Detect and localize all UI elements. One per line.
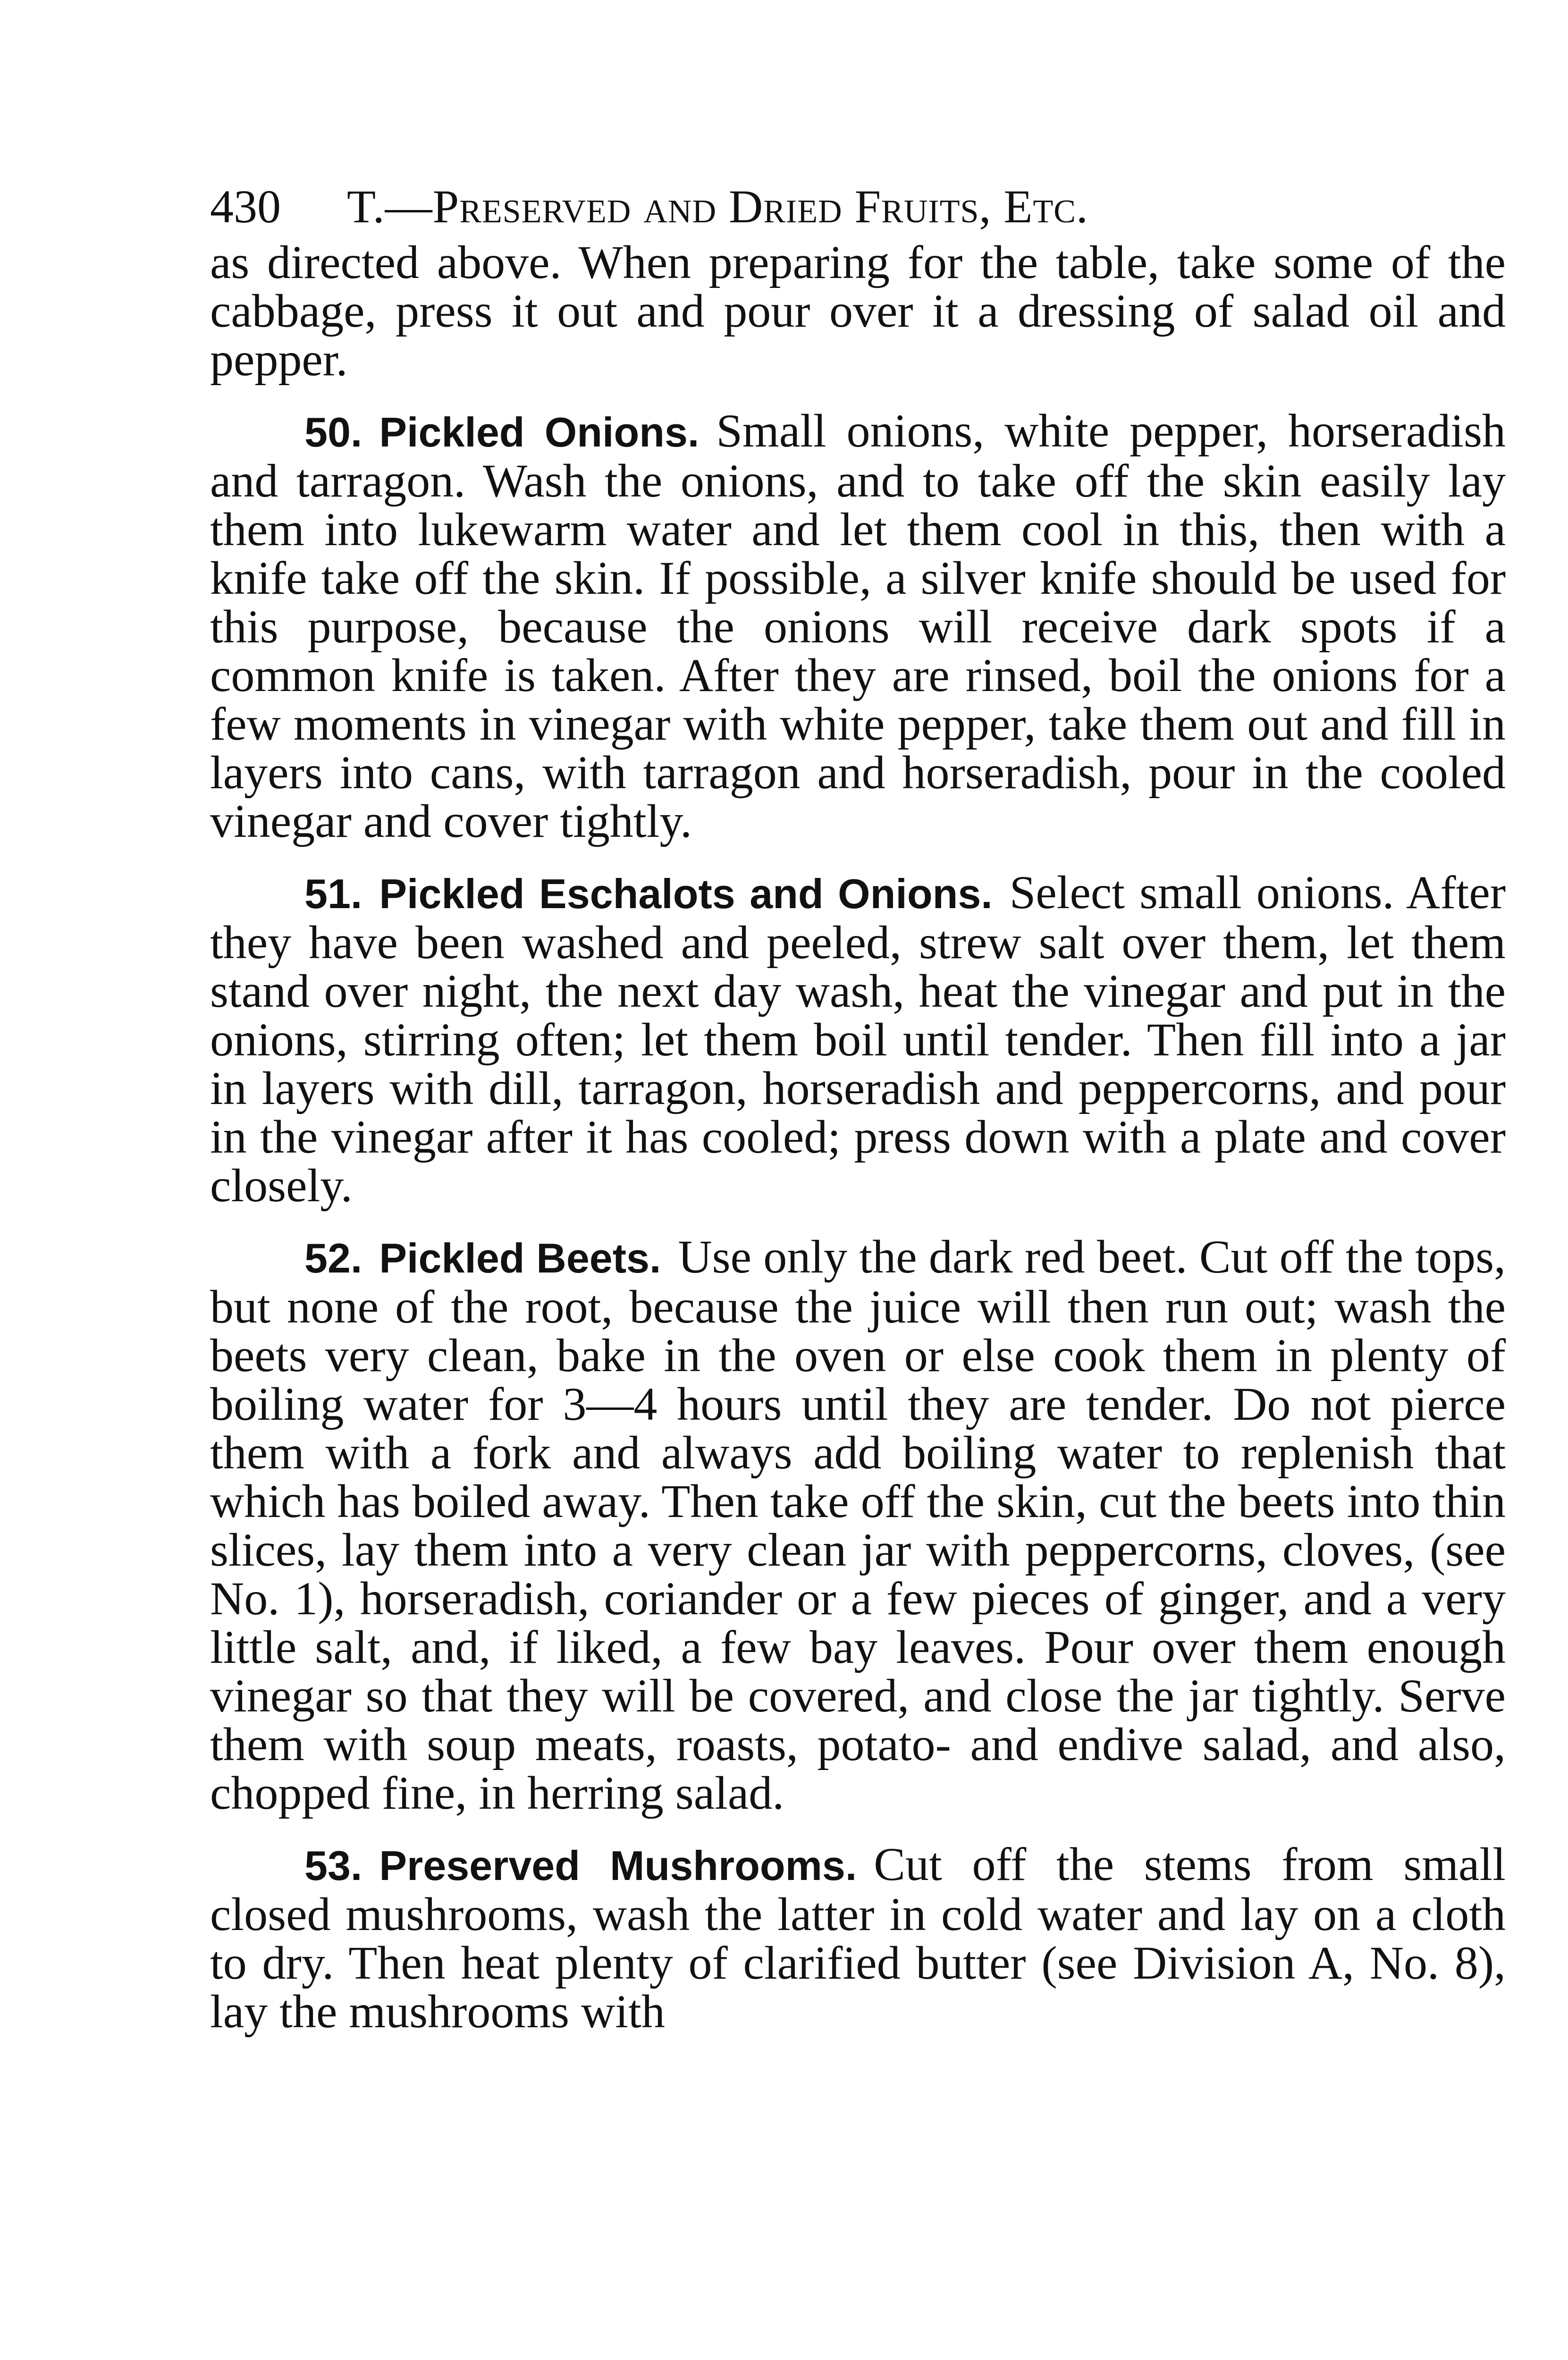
- recipe-52: [210, 1232, 1506, 1817]
- recipe-number: 53.: [304, 1842, 362, 1889]
- recipe-number: 52.: [304, 1235, 362, 1281]
- running-head: [210, 178, 1506, 235]
- recipe-body: Small onions, white pepper, horseradish and tarragon. Wash the onions, and to take off the skin easily lay them into lukewarm water and let them cool in this, then with a knife take off the skin. If possible, a silver knife should be used for this purpose, because the onions will receive dark spots if a common knife is taken. After they are rinsed, boil the onions for a few moments in vinegar with white pepper, take them out and fill in layers into cans, with tarragon and horseradish, pour in the cooled vinegar and cover tightly.: [210, 405, 1506, 847]
- page-text: [210, 178, 1506, 2036]
- running-title: T.—Preserved and Dried Fruits, Etc.: [347, 180, 1088, 233]
- continued-paragraph: as directed above. When preparing for the table, take some of the cabbage, press it out and pour over it a dressing of salad oil and pepper.: [210, 236, 1506, 386]
- recipe-body: Use only the dark red beet. Cut off the tops, but none of the root, because the juice will then run out; wash the beets very clean, bake in the oven or else cook them in plenty of boiling water for 3—4 hours until they are tender. Do not pierce them with a fork and always add boiling water to replenish that which has boiled away. Then take off the skin, cut the beets into thin slices, lay them into a very clean jar with peppercorns, cloves, (see No. 1), horseradish, coriander or a few pieces of ginger, and a very little salt, and, if liked, a few bay leaves. Pour over them enough vinegar so that they will be covered, and close the jar tightly. Serve them with soup meats, roasts, potato- and endive salad, and also, chopped fine, in herring salad.: [210, 1231, 1506, 1819]
- recipe-title: Pickled Eschalots and Onions.: [379, 870, 993, 917]
- recipe-title: Pickled Beets.: [379, 1235, 661, 1281]
- recipe-number: 51.: [304, 870, 362, 917]
- recipe-number: 50.: [304, 409, 362, 455]
- recipe-title: Preserved Mushrooms.: [379, 1842, 857, 1889]
- page-number: 430: [210, 180, 281, 233]
- recipe-51: [210, 868, 1506, 1210]
- recipe-50: [210, 406, 1506, 845]
- recipe-body: Cut off the stems from small closed mushrooms, wash the latter in cold water and lay on a cloth to dry. Then heat plenty of clarified butter (see Division A, No. 8), lay the mushrooms with: [210, 1838, 1506, 2038]
- recipe-53: [210, 1840, 1506, 2036]
- recipe-body: Select small onions. After they have been washed and peeled, strew salt over them, let them stand over night, the next day wash, heat the vinegar and put in the onions, stirring often; let them boil until tender. Then fill into a jar in layers with dill, tarragon, horseradish and peppercorns, and pour in the vinegar after it has cooled; press down with a plate and cover closely.: [210, 866, 1506, 1212]
- recipe-title: Pickled Onions.: [379, 409, 700, 455]
